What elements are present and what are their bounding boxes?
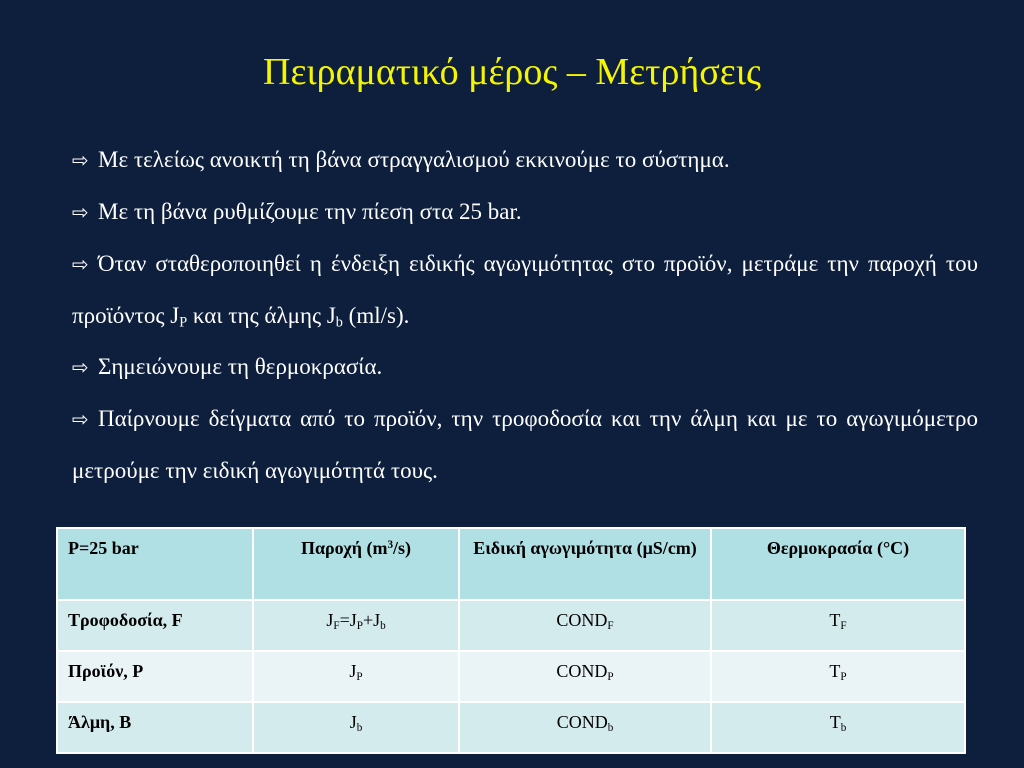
bullet-item [72,186,978,238]
flow-symbol: J [349,712,357,732]
bullet-text: Όταν σταθεροποιηθεί η ένδειξη ειδικής αγωγιμότητας στο προϊόν, μετράμε την παροχή του προϊόντος J [72,251,978,328]
conductivity-cell [459,600,711,651]
table-row [57,600,965,651]
row-label: Προϊόν, P [57,651,253,702]
row-label: Τροφοδοσία, F [57,600,253,651]
header-pressure: P=25 bar [57,528,253,600]
bullet-text: Σημειώνουμε τη θερμοκρασία. [98,354,383,379]
bullet-item [72,341,978,393]
subscript: b [335,314,343,331]
bullet-text: Παίρνουμε δείγματα από το προϊόν, την τροφοδοσία και την άλμη και με το αγωγιμόμετρο μετρούμε την ειδική αγωγιμότητά τους. [72,406,978,483]
subscript: F [333,619,340,632]
arrow-right-icon: ⇨ [72,355,89,379]
subscript: b [356,721,363,734]
temperature-cell [711,702,965,753]
flow-symbol: J [326,610,334,630]
subscript: F [607,619,614,632]
table-header-row [57,528,965,600]
temp-symbol: T [829,712,841,732]
flow-cell [253,600,459,651]
header-temperature: Θερμοκρασία (°C) [711,528,965,600]
arrow-right-icon: ⇨ [72,148,89,172]
subscript: P [179,314,188,331]
bullet-text: και της άλμης J [187,303,336,328]
superscript: 3 [387,538,394,551]
conductivity-cell [459,702,711,753]
cond-symbol: COND [556,661,608,681]
cond-symbol: COND [556,610,608,630]
flow-symbol: +J [362,610,381,630]
subscript: P [356,670,363,683]
temp-symbol: T [829,661,841,681]
bullet-text: Με τη βάνα ρυθμίζουμε την πίεση στα 25 bar. [98,199,522,224]
table-row [57,702,965,753]
subscript: P [356,619,363,632]
header-conductivity: Ειδική αγωγιμότητα (μS/cm) [459,528,711,600]
arrow-right-icon: ⇨ [72,407,89,431]
header-flow-text: Παροχή (m [300,538,388,558]
arrow-right-icon: ⇨ [72,252,89,276]
table-row [57,651,965,702]
bullet-list [72,134,978,496]
bullet-item [72,238,978,341]
subscript: b [380,619,386,632]
cond-symbol: COND [556,712,608,732]
flow-cell [253,651,459,702]
flow-symbol: J [349,661,357,681]
subscript: P [607,670,614,683]
subscript: b [607,721,614,734]
flow-symbol: =J [339,610,357,630]
flow-cell [253,702,459,753]
temp-symbol: T [829,610,841,630]
slide-title: Πειραματικό μέρος – Μετρήσεις [263,51,761,93]
bullet-item [72,393,978,496]
bullet-text: (ml/s). [342,303,410,328]
subscript: P [840,670,847,683]
bullet-item [72,134,978,186]
header-flow [253,528,459,600]
row-label: Άλμη, B [57,702,253,753]
header-flow-unit: /s) [393,538,412,558]
subscript: b [840,721,847,734]
temperature-cell [711,600,965,651]
arrow-right-icon: ⇨ [72,200,89,224]
temperature-cell [711,651,965,702]
bullet-text: Με τελείως ανοικτή τη βάνα στραγγαλισμού εκκινούμε το σύστημα. [98,147,730,172]
measurements-table [56,527,966,754]
subscript: F [840,619,847,632]
conductivity-cell [459,651,711,702]
